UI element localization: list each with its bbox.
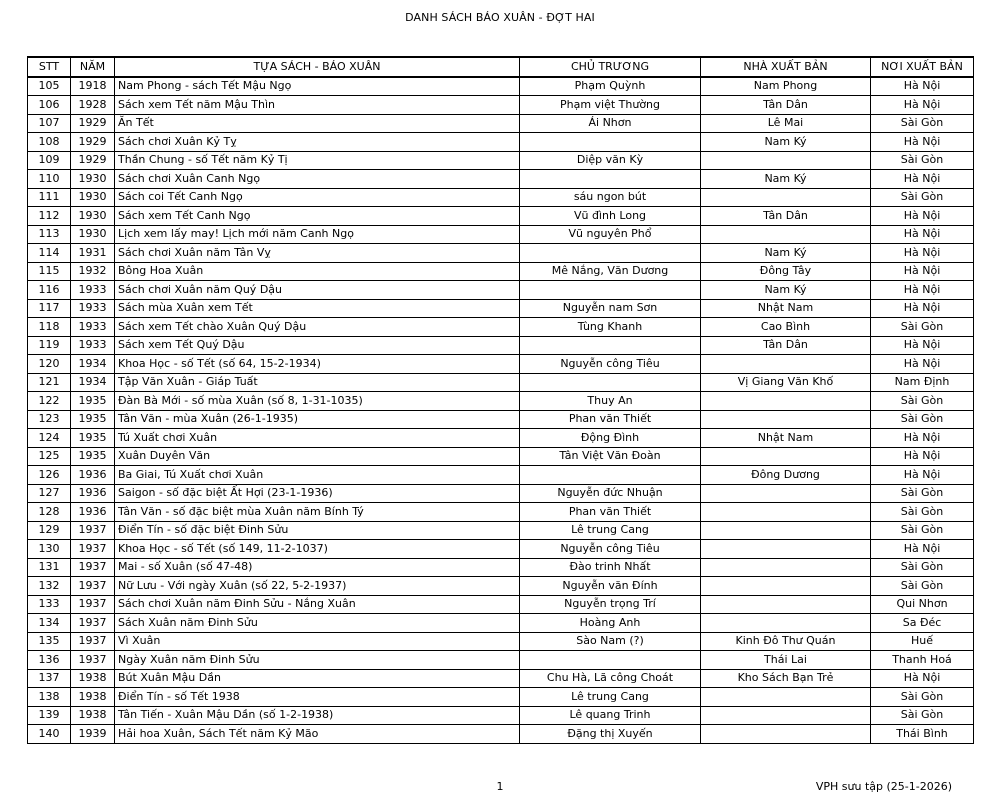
cell-tua-sach: Khoa Học - số Tết (số 64, 15-2-1934): [115, 355, 520, 374]
cell-stt: 114: [28, 244, 71, 263]
cell-noi-xuat-ban: Sài Gòn: [871, 577, 974, 596]
cell-nha-xuat-ban: Kinh Đô Thư Quán: [701, 632, 871, 651]
cell-tua-sach: Mai - số Xuân (số 47-48): [115, 558, 520, 577]
table-row: [28, 355, 974, 374]
table-header-row: [28, 57, 974, 77]
cell-nam: 1929: [71, 133, 115, 152]
cell-nam: 1930: [71, 207, 115, 226]
cell-stt: 123: [28, 410, 71, 429]
cell-chu-truong: Nguyễn công Tiêu: [520, 355, 701, 374]
table-row: [28, 577, 974, 596]
cell-nha-xuat-ban: Nhật Nam: [701, 429, 871, 448]
table-row: [28, 151, 974, 170]
cell-stt: 107: [28, 114, 71, 133]
cell-chu-truong: Động Đình: [520, 429, 701, 448]
table-row: [28, 225, 974, 244]
cell-noi-xuat-ban: Sài Gòn: [871, 558, 974, 577]
cell-chu-truong: Phạm việt Thường: [520, 96, 701, 115]
table-row: [28, 688, 974, 707]
table-row: [28, 725, 974, 744]
table-row: [28, 595, 974, 614]
cell-nam: 1935: [71, 447, 115, 466]
cell-stt: 121: [28, 373, 71, 392]
cell-noi-xuat-ban: Sài Gòn: [871, 188, 974, 207]
document-title: DANH SÁCH BÁO XUÂN - ĐỢT HAI: [405, 11, 595, 24]
cell-stt: 113: [28, 225, 71, 244]
cell-tua-sach: Saigon - số đặc biệt Ất Hợi (23-1-1936): [115, 484, 520, 503]
cell-chu-truong: Phan văn Thiết: [520, 410, 701, 429]
cell-tua-sach: Sách xem Tết Quý Dậu: [115, 336, 520, 355]
cell-stt: 115: [28, 262, 71, 281]
cell-tua-sach: Vì Xuân: [115, 632, 520, 651]
table-row: [28, 207, 974, 226]
cell-tua-sach: Khoa Học - số Tết (số 149, 11-2-1037): [115, 540, 520, 559]
cell-nam: 1932: [71, 262, 115, 281]
cell-tua-sach: Sách Xuân năm Đinh Sửu: [115, 614, 520, 633]
cell-stt: 120: [28, 355, 71, 374]
cell-tua-sach: Tân Tiến - Xuân Mậu Dần (số 1-2-1938): [115, 706, 520, 725]
header-noi-xuat-ban: NƠI XUẤT BẢN: [871, 57, 974, 77]
cell-tua-sach: Tân Văn - mùa Xuân (26-1-1935): [115, 410, 520, 429]
cell-chu-truong: Ái Nhơn: [520, 114, 701, 133]
cell-nam: 1937: [71, 540, 115, 559]
table-row: [28, 133, 974, 152]
cell-noi-xuat-ban: Sài Gòn: [871, 392, 974, 411]
table-row: [28, 170, 974, 189]
cell-nam: 1930: [71, 170, 115, 189]
cell-tua-sach: Điển Tín - số Tết 1938: [115, 688, 520, 707]
cell-nha-xuat-ban: Nam Ký: [701, 133, 871, 152]
cell-chu-truong: sáu ngon bút: [520, 188, 701, 207]
page-number: 1: [496, 780, 504, 793]
cell-tua-sach: Bút Xuân Mậu Dần: [115, 669, 520, 688]
cell-chu-truong: Mê Nắng, Văn Dương: [520, 262, 701, 281]
cell-noi-xuat-ban: Sài Gòn: [871, 688, 974, 707]
table-row: [28, 651, 974, 670]
cell-nam: 1936: [71, 466, 115, 485]
cell-stt: 132: [28, 577, 71, 596]
cell-noi-xuat-ban: Thanh Hoá: [871, 651, 974, 670]
table-row: [28, 410, 974, 429]
cell-noi-xuat-ban: Sài Gòn: [871, 484, 974, 503]
cell-stt: 116: [28, 281, 71, 300]
cell-nha-xuat-ban: [701, 225, 871, 244]
cell-tua-sach: Tập Văn Xuân - Giáp Tuất: [115, 373, 520, 392]
cell-nam: 1937: [71, 632, 115, 651]
cell-stt: 139: [28, 706, 71, 725]
cell-stt: 134: [28, 614, 71, 633]
cell-nam: 1938: [71, 669, 115, 688]
table-row: [28, 484, 974, 503]
cell-nha-xuat-ban: [701, 484, 871, 503]
cell-nam: 1937: [71, 558, 115, 577]
cell-tua-sach: Sách coi Tết Canh Ngọ: [115, 188, 520, 207]
cell-chu-truong: Chu Hà, Lã công Choát: [520, 669, 701, 688]
cell-nha-xuat-ban: [701, 392, 871, 411]
cell-nam: 1930: [71, 225, 115, 244]
cell-nha-xuat-ban: Tân Dân: [701, 96, 871, 115]
cell-nha-xuat-ban: [701, 188, 871, 207]
table-row: [28, 373, 974, 392]
cell-noi-xuat-ban: Sa Đéc: [871, 614, 974, 633]
cell-chu-truong: Đào trinh Nhất: [520, 558, 701, 577]
cell-noi-xuat-ban: Hà Nội: [871, 244, 974, 263]
table-row: [28, 521, 974, 540]
cell-nam: 1937: [71, 521, 115, 540]
cell-stt: 119: [28, 336, 71, 355]
cell-nam: 1935: [71, 429, 115, 448]
cell-nam: 1933: [71, 281, 115, 300]
table-row: [28, 558, 974, 577]
cell-tua-sach: Hải hoa Xuân, Sách Tết năm Kỷ Mão: [115, 725, 520, 744]
credit-note: VPH sưu tập (25-1-2026): [815, 780, 952, 793]
cell-noi-xuat-ban: Hà Nội: [871, 355, 974, 374]
cell-noi-xuat-ban: Hà Nội: [871, 447, 974, 466]
cell-stt: 117: [28, 299, 71, 318]
cell-nam: 1935: [71, 410, 115, 429]
cell-nam: 1937: [71, 595, 115, 614]
cell-chu-truong: [520, 244, 701, 263]
cell-stt: 138: [28, 688, 71, 707]
cell-nha-xuat-ban: [701, 706, 871, 725]
cell-nha-xuat-ban: [701, 540, 871, 559]
cell-chu-truong: Nguyễn đức Nhuận: [520, 484, 701, 503]
table-row: [28, 299, 974, 318]
cell-noi-xuat-ban: Thái Bình: [871, 725, 974, 744]
cell-noi-xuat-ban: Hà Nội: [871, 262, 974, 281]
cell-nam: 1934: [71, 373, 115, 392]
cell-nha-xuat-ban: Nam Ký: [701, 170, 871, 189]
cell-nam: 1933: [71, 336, 115, 355]
cell-tua-sach: Sách chơi Xuân Canh Ngọ: [115, 170, 520, 189]
cell-noi-xuat-ban: Nam Định: [871, 373, 974, 392]
cell-nam: 1936: [71, 503, 115, 522]
cell-nha-xuat-ban: Cao Bình: [701, 318, 871, 337]
cell-tua-sach: Sách xem Tết Canh Ngọ: [115, 207, 520, 226]
cell-stt: 110: [28, 170, 71, 189]
cell-tua-sach: Điển Tín - số đặc biệt Đinh Sửu: [115, 521, 520, 540]
table-row: [28, 503, 974, 522]
cell-nam: 1933: [71, 318, 115, 337]
cell-noi-xuat-ban: Hà Nội: [871, 466, 974, 485]
cell-chu-truong: Sào Nam (?): [520, 632, 701, 651]
table-row: [28, 188, 974, 207]
cell-noi-xuat-ban: Hà Nội: [871, 170, 974, 189]
cell-stt: 127: [28, 484, 71, 503]
header-stt: STT: [28, 57, 71, 77]
cell-stt: 109: [28, 151, 71, 170]
cell-tua-sach: Tú Xuất chơi Xuân: [115, 429, 520, 448]
cell-chu-truong: Hoàng Anh: [520, 614, 701, 633]
cell-nha-xuat-ban: Nhật Nam: [701, 299, 871, 318]
cell-nam: 1938: [71, 706, 115, 725]
cell-tua-sach: Sách chơi Xuân năm Tân Vỵ: [115, 244, 520, 263]
cell-nha-xuat-ban: [701, 410, 871, 429]
header-chu-truong: CHỦ TRƯƠNG: [520, 57, 701, 77]
cell-noi-xuat-ban: Hà Nội: [871, 225, 974, 244]
cell-noi-xuat-ban: Sài Gòn: [871, 410, 974, 429]
cell-chu-truong: [520, 373, 701, 392]
cell-stt: 106: [28, 96, 71, 115]
cell-stt: 111: [28, 188, 71, 207]
cell-nam: 1938: [71, 688, 115, 707]
cell-noi-xuat-ban: Sài Gòn: [871, 151, 974, 170]
cell-chu-truong: Phan văn Thiết: [520, 503, 701, 522]
cell-chu-truong: [520, 281, 701, 300]
cell-nha-xuat-ban: Nam Phong: [701, 77, 871, 96]
cell-stt: 130: [28, 540, 71, 559]
header-tua-sach: TỰA SÁCH - BÁO XUÂN: [115, 57, 520, 77]
cell-chu-truong: Lê quang Trinh: [520, 706, 701, 725]
cell-tua-sach: Ngày Xuân năm Đinh Sửu: [115, 651, 520, 670]
cell-stt: 125: [28, 447, 71, 466]
cell-noi-xuat-ban: Hà Nội: [871, 133, 974, 152]
cell-stt: 133: [28, 595, 71, 614]
table-row: [28, 96, 974, 115]
cell-tua-sach: Ăn Tết: [115, 114, 520, 133]
cell-nam: 1937: [71, 614, 115, 633]
cell-chu-truong: Nguyễn trọng Trí: [520, 595, 701, 614]
cell-nha-xuat-ban: Tân Dân: [701, 207, 871, 226]
cell-chu-truong: Tân Việt Văn Đoàn: [520, 447, 701, 466]
cell-chu-truong: Phạm Quỳnh: [520, 77, 701, 96]
cell-nha-xuat-ban: [701, 503, 871, 522]
cell-tua-sach: Nam Phong - sách Tết Mậu Ngọ: [115, 77, 520, 96]
cell-noi-xuat-ban: Hà Nội: [871, 207, 974, 226]
cell-nam: 1936: [71, 484, 115, 503]
table-row: [28, 447, 974, 466]
cell-stt: 140: [28, 725, 71, 744]
cell-tua-sach: Lịch xem lấy may! Lịch mới năm Canh Ngọ: [115, 225, 520, 244]
cell-nam: 1929: [71, 151, 115, 170]
cell-noi-xuat-ban: Hà Nội: [871, 540, 974, 559]
cell-noi-xuat-ban: Hà Nội: [871, 429, 974, 448]
table-row: [28, 540, 974, 559]
cell-nam: 1929: [71, 114, 115, 133]
cell-nha-xuat-ban: [701, 595, 871, 614]
cell-nha-xuat-ban: [701, 447, 871, 466]
cell-stt: 105: [28, 77, 71, 96]
cell-chu-truong: Diệp văn Kỳ: [520, 151, 701, 170]
cell-nha-xuat-ban: [701, 521, 871, 540]
cell-noi-xuat-ban: Hà Nội: [871, 336, 974, 355]
cell-nam: 1928: [71, 96, 115, 115]
cell-nha-xuat-ban: [701, 558, 871, 577]
cell-tua-sach: Sách xem Tết chào Xuân Quý Dậu: [115, 318, 520, 337]
cell-nha-xuat-ban: [701, 577, 871, 596]
cell-chu-truong: Lê trung Cang: [520, 688, 701, 707]
cell-nha-xuat-ban: Tân Dân: [701, 336, 871, 355]
cell-noi-xuat-ban: Sài Gòn: [871, 706, 974, 725]
table-row: [28, 614, 974, 633]
cell-noi-xuat-ban: Qui Nhơn: [871, 595, 974, 614]
cell-nha-xuat-ban: Kho Sách Bạn Trẻ: [701, 669, 871, 688]
cell-nha-xuat-ban: [701, 355, 871, 374]
cell-tua-sach: Tân Văn - số đặc biệt mùa Xuân năm Bính Tý: [115, 503, 520, 522]
cell-noi-xuat-ban: Hà Nội: [871, 96, 974, 115]
book-list-table: [27, 56, 974, 744]
cell-tua-sach: Bông Hoa Xuân: [115, 262, 520, 281]
cell-tua-sach: Sách mùa Xuân xem Tết: [115, 299, 520, 318]
cell-chu-truong: Nguyễn công Tiêu: [520, 540, 701, 559]
cell-stt: 124: [28, 429, 71, 448]
cell-nha-xuat-ban: Vị Giang Văn Khố: [701, 373, 871, 392]
cell-tua-sach: Sách chơi Xuân Kỷ Tỵ: [115, 133, 520, 152]
table-row: [28, 318, 974, 337]
cell-stt: 112: [28, 207, 71, 226]
cell-chu-truong: Đặng thị Xuyến: [520, 725, 701, 744]
cell-nam: 1918: [71, 77, 115, 96]
cell-nha-xuat-ban: [701, 614, 871, 633]
cell-tua-sach: Sách xem Tết năm Mậu Thìn: [115, 96, 520, 115]
cell-nha-xuat-ban: [701, 151, 871, 170]
cell-noi-xuat-ban: Sài Gòn: [871, 318, 974, 337]
cell-stt: 129: [28, 521, 71, 540]
cell-nha-xuat-ban: Thái Lai: [701, 651, 871, 670]
cell-chu-truong: Vũ nguyên Phổ: [520, 225, 701, 244]
table-row: [28, 466, 974, 485]
cell-noi-xuat-ban: Sài Gòn: [871, 521, 974, 540]
table-row: [28, 336, 974, 355]
cell-chu-truong: Tùng Khanh: [520, 318, 701, 337]
cell-stt: 131: [28, 558, 71, 577]
cell-nam: 1930: [71, 188, 115, 207]
cell-chu-truong: Thuy An: [520, 392, 701, 411]
cell-nam: 1935: [71, 392, 115, 411]
cell-nam: 1937: [71, 651, 115, 670]
cell-nha-xuat-ban: [701, 688, 871, 707]
cell-nam: 1939: [71, 725, 115, 744]
cell-tua-sach: Ba Giai, Tú Xuất chơi Xuân: [115, 466, 520, 485]
cell-nam: 1931: [71, 244, 115, 263]
table-row: [28, 392, 974, 411]
table-row: [28, 281, 974, 300]
cell-stt: 128: [28, 503, 71, 522]
cell-nha-xuat-ban: Nam Ký: [701, 244, 871, 263]
cell-tua-sach: Xuân Duyên Văn: [115, 447, 520, 466]
table-row: [28, 244, 974, 263]
cell-tua-sach: Nữ Lưu - Với ngày Xuân (số 22, 5-2-1937): [115, 577, 520, 596]
cell-nam: 1933: [71, 299, 115, 318]
cell-chu-truong: [520, 133, 701, 152]
table-row: [28, 632, 974, 651]
cell-chu-truong: Lê trung Cang: [520, 521, 701, 540]
cell-nha-xuat-ban: Đông Dương: [701, 466, 871, 485]
cell-stt: 126: [28, 466, 71, 485]
cell-nha-xuat-ban: Nam Ký: [701, 281, 871, 300]
cell-noi-xuat-ban: Hà Nội: [871, 77, 974, 96]
cell-tua-sach: Sách chơi Xuân năm Đinh Sửu - Nắng Xuân: [115, 595, 520, 614]
cell-noi-xuat-ban: Hà Nội: [871, 669, 974, 688]
cell-tua-sach: Đàn Bà Mới - số mùa Xuân (số 8, 1-31-1035): [115, 392, 520, 411]
cell-nha-xuat-ban: Đông Tây: [701, 262, 871, 281]
cell-tua-sach: Sách chơi Xuân năm Quý Dậu: [115, 281, 520, 300]
cell-tua-sach: Thần Chung - số Tết năm Kỷ Tị: [115, 151, 520, 170]
cell-chu-truong: [520, 170, 701, 189]
cell-stt: 108: [28, 133, 71, 152]
cell-noi-xuat-ban: Huế: [871, 632, 974, 651]
cell-nam: 1934: [71, 355, 115, 374]
table-row: [28, 669, 974, 688]
cell-noi-xuat-ban: Sài Gòn: [871, 503, 974, 522]
table-row: [28, 77, 974, 96]
cell-chu-truong: [520, 651, 701, 670]
cell-nam: 1937: [71, 577, 115, 596]
cell-chu-truong: Nguyễn nam Sơn: [520, 299, 701, 318]
cell-stt: 136: [28, 651, 71, 670]
cell-chu-truong: [520, 466, 701, 485]
cell-chu-truong: [520, 336, 701, 355]
header-nha-xuat-ban: NHÀ XUẤT BẢN: [701, 57, 871, 77]
cell-chu-truong: Vũ đình Long: [520, 207, 701, 226]
cell-nha-xuat-ban: Lê Mai: [701, 114, 871, 133]
cell-stt: 118: [28, 318, 71, 337]
table-row: [28, 706, 974, 725]
table-row: [28, 262, 974, 281]
table-row: [28, 114, 974, 133]
cell-stt: 135: [28, 632, 71, 651]
table-row: [28, 429, 974, 448]
cell-stt: 137: [28, 669, 71, 688]
cell-noi-xuat-ban: Hà Nội: [871, 299, 974, 318]
cell-noi-xuat-ban: Sài Gòn: [871, 114, 974, 133]
cell-chu-truong: Nguyễn văn Đính: [520, 577, 701, 596]
cell-nha-xuat-ban: [701, 725, 871, 744]
cell-stt: 122: [28, 392, 71, 411]
header-nam: NĂM: [71, 57, 115, 77]
cell-noi-xuat-ban: Hà Nội: [871, 281, 974, 300]
